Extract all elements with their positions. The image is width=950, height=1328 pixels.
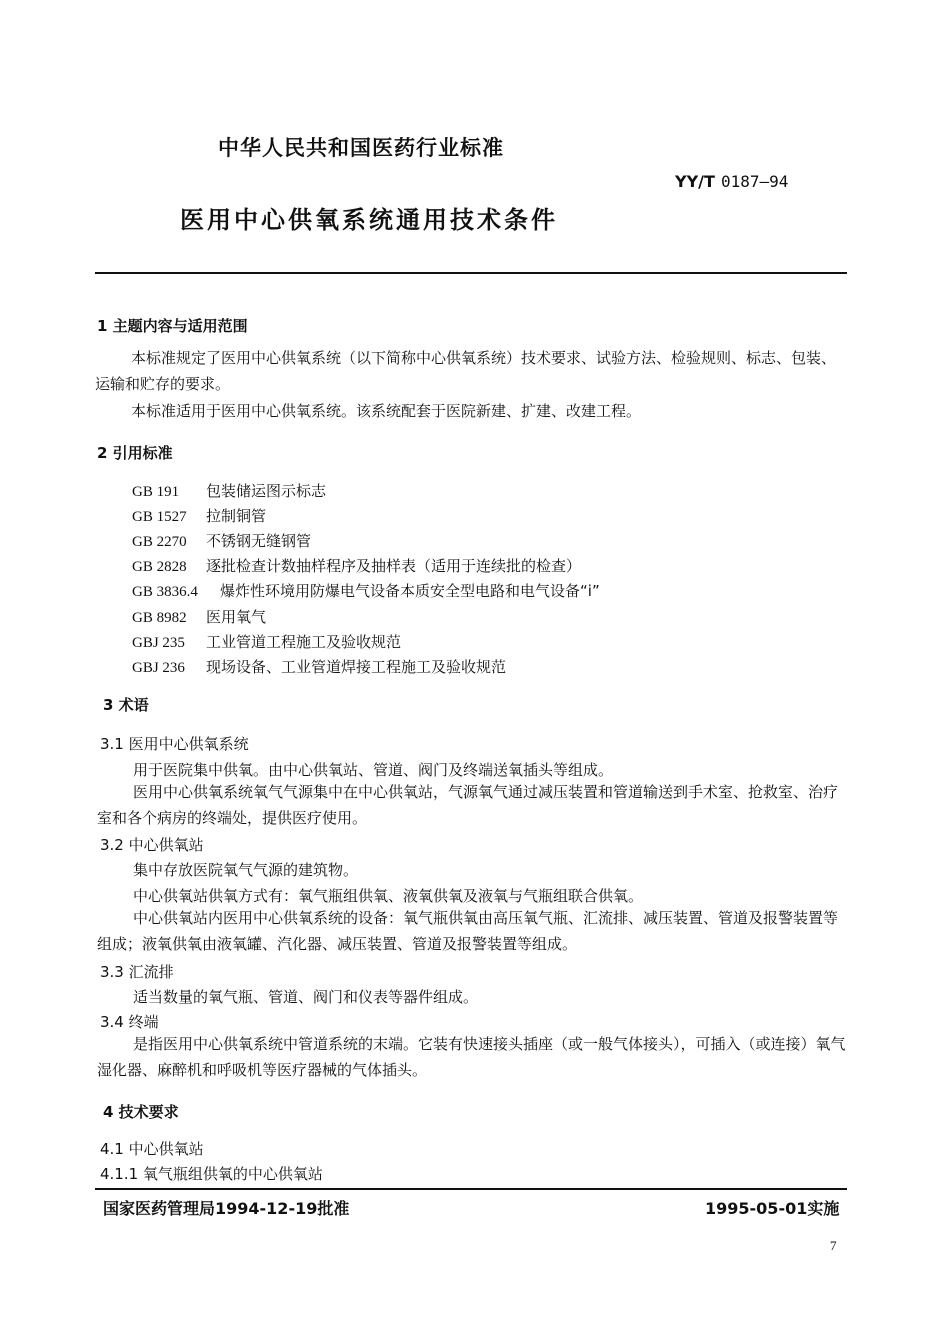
reference-title: 工业管道工程施工及验收规范 <box>206 633 402 651</box>
reference-item <box>132 555 581 576</box>
subsection-3-4-heading: 3.4 终端 <box>100 1013 159 1031</box>
reference-code: GB 3836.4 <box>132 584 198 600</box>
reference-item <box>132 656 506 677</box>
reference-title: 医用氧气 <box>206 608 267 626</box>
section-1-paragraph-1: 本标准规定了医用中心供氧系统（以下简称中心供氧系统）技术要求、试验方法、检验规则、标志、包装、运输和贮存的要求。 <box>95 349 837 393</box>
reference-title: 不锈钢无缝钢管 <box>206 532 312 550</box>
section-4-heading: 4 技术要求 <box>103 1103 179 1121</box>
subsection-3-2-paragraph-1: 集中存放医院氧气气源的建筑物。 <box>133 861 359 879</box>
reference-item <box>132 606 266 627</box>
footer-divider <box>95 1188 847 1190</box>
reference-title: 逐批检查计数抽样程序及抽样表（适用于连续批的检查） <box>206 557 582 575</box>
standard-code <box>675 172 788 191</box>
standard-code-number: 0187—94 <box>720 172 789 191</box>
subsection-3-3-paragraph-1: 适当数量的氧气瓶、管道、阀门和仪表等器件组成。 <box>133 988 479 1006</box>
subsection-3-2-paragraph-3: 中心供氧站内医用中心供氧系统的设备：氧气瓶供氧由高压氧气瓶、汇流排、减压装置、管道及报警装置等组成；液氧供氧由液氧罐、汽化器、减压装置、管道及报警装置等组成。 <box>97 909 839 953</box>
standard-title: 中华人民共和国医药行业标准 <box>218 136 504 160</box>
approval-notice: 国家医药管理局1994-12-19批准 <box>103 1199 350 1218</box>
reference-code: GBJ 236 <box>132 660 185 676</box>
reference-title: 爆炸性环境用防爆电气设备本质安全型电路和电气设备“i” <box>220 582 600 600</box>
header-divider <box>95 272 847 274</box>
reference-title: 现场设备、工业管道焊接工程施工及验收规范 <box>206 658 507 676</box>
subsection-3-1-heading: 3.1 医用中心供氧系统 <box>100 735 249 753</box>
page-number: 7 <box>830 1238 837 1253</box>
reference-title: 拉制铜管 <box>206 507 267 525</box>
subsection-3-1-paragraph-2: 医用中心供氧系统氧气气源集中在中心供氧站，气源氧气通过减压装置和管道输送到手术室、抢救室、治疗室和各个病房的终端处，提供医疗使用。 <box>97 783 839 827</box>
reference-code: GB 2270 <box>132 534 187 550</box>
reference-item <box>132 631 401 652</box>
reference-code: GB 8982 <box>132 610 187 626</box>
subsection-3-1-paragraph-1: 用于医院集中供氧。由中心供氧站、管道、阀门及终端送氧插头等组成。 <box>133 761 614 779</box>
reference-code: GBJ 235 <box>132 635 185 651</box>
reference-code: GB 191 <box>132 484 180 500</box>
effective-date: 1995-05-01实施 <box>705 1199 840 1218</box>
subsection-3-3-heading: 3.3 汇流排 <box>100 963 174 981</box>
reference-item <box>132 530 311 551</box>
reference-code: GB 1527 <box>132 509 187 525</box>
reference-item <box>132 505 266 526</box>
section-1-heading: 1 主题内容与适用范围 <box>97 317 248 335</box>
reference-item <box>132 580 600 601</box>
subsection-4-1-1-heading: 4.1.1 氧气瓶组供氧的中心供氧站 <box>100 1165 323 1183</box>
reference-title: 包装储运图示标志 <box>206 482 327 500</box>
section-3-heading: 3 术语 <box>103 696 149 714</box>
reference-code: GB 2828 <box>132 559 187 575</box>
section-1-paragraph-2: 本标准适用于医用中心供氧系统。该系统配套于医院新建、扩建、改建工程。 <box>131 402 642 420</box>
subsection-3-2-heading: 3.2 中心供氧站 <box>100 836 204 854</box>
standard-code-prefix: YY/T <box>675 172 715 191</box>
reference-item <box>132 480 326 501</box>
document-title: 医用中心供氧系统通用技术条件 <box>180 206 558 234</box>
subsection-4-1-heading: 4.1 中心供氧站 <box>100 1140 204 1158</box>
section-2-heading: 2 引用标准 <box>97 444 173 462</box>
subsection-3-2-paragraph-2: 中心供氧站供氧方式有：氧气瓶组供氧、液氧供氧及液氧与气瓶组联合供氧。 <box>133 887 644 905</box>
subsection-3-4-paragraph-1: 是指医用中心供氧系统中管道系统的末端。它装有快速接头插座（或一般气体接头），可插入（或连接）氧气湿化器、麻醉机和呼吸机等医疗器械的气体插头。 <box>97 1035 846 1079</box>
